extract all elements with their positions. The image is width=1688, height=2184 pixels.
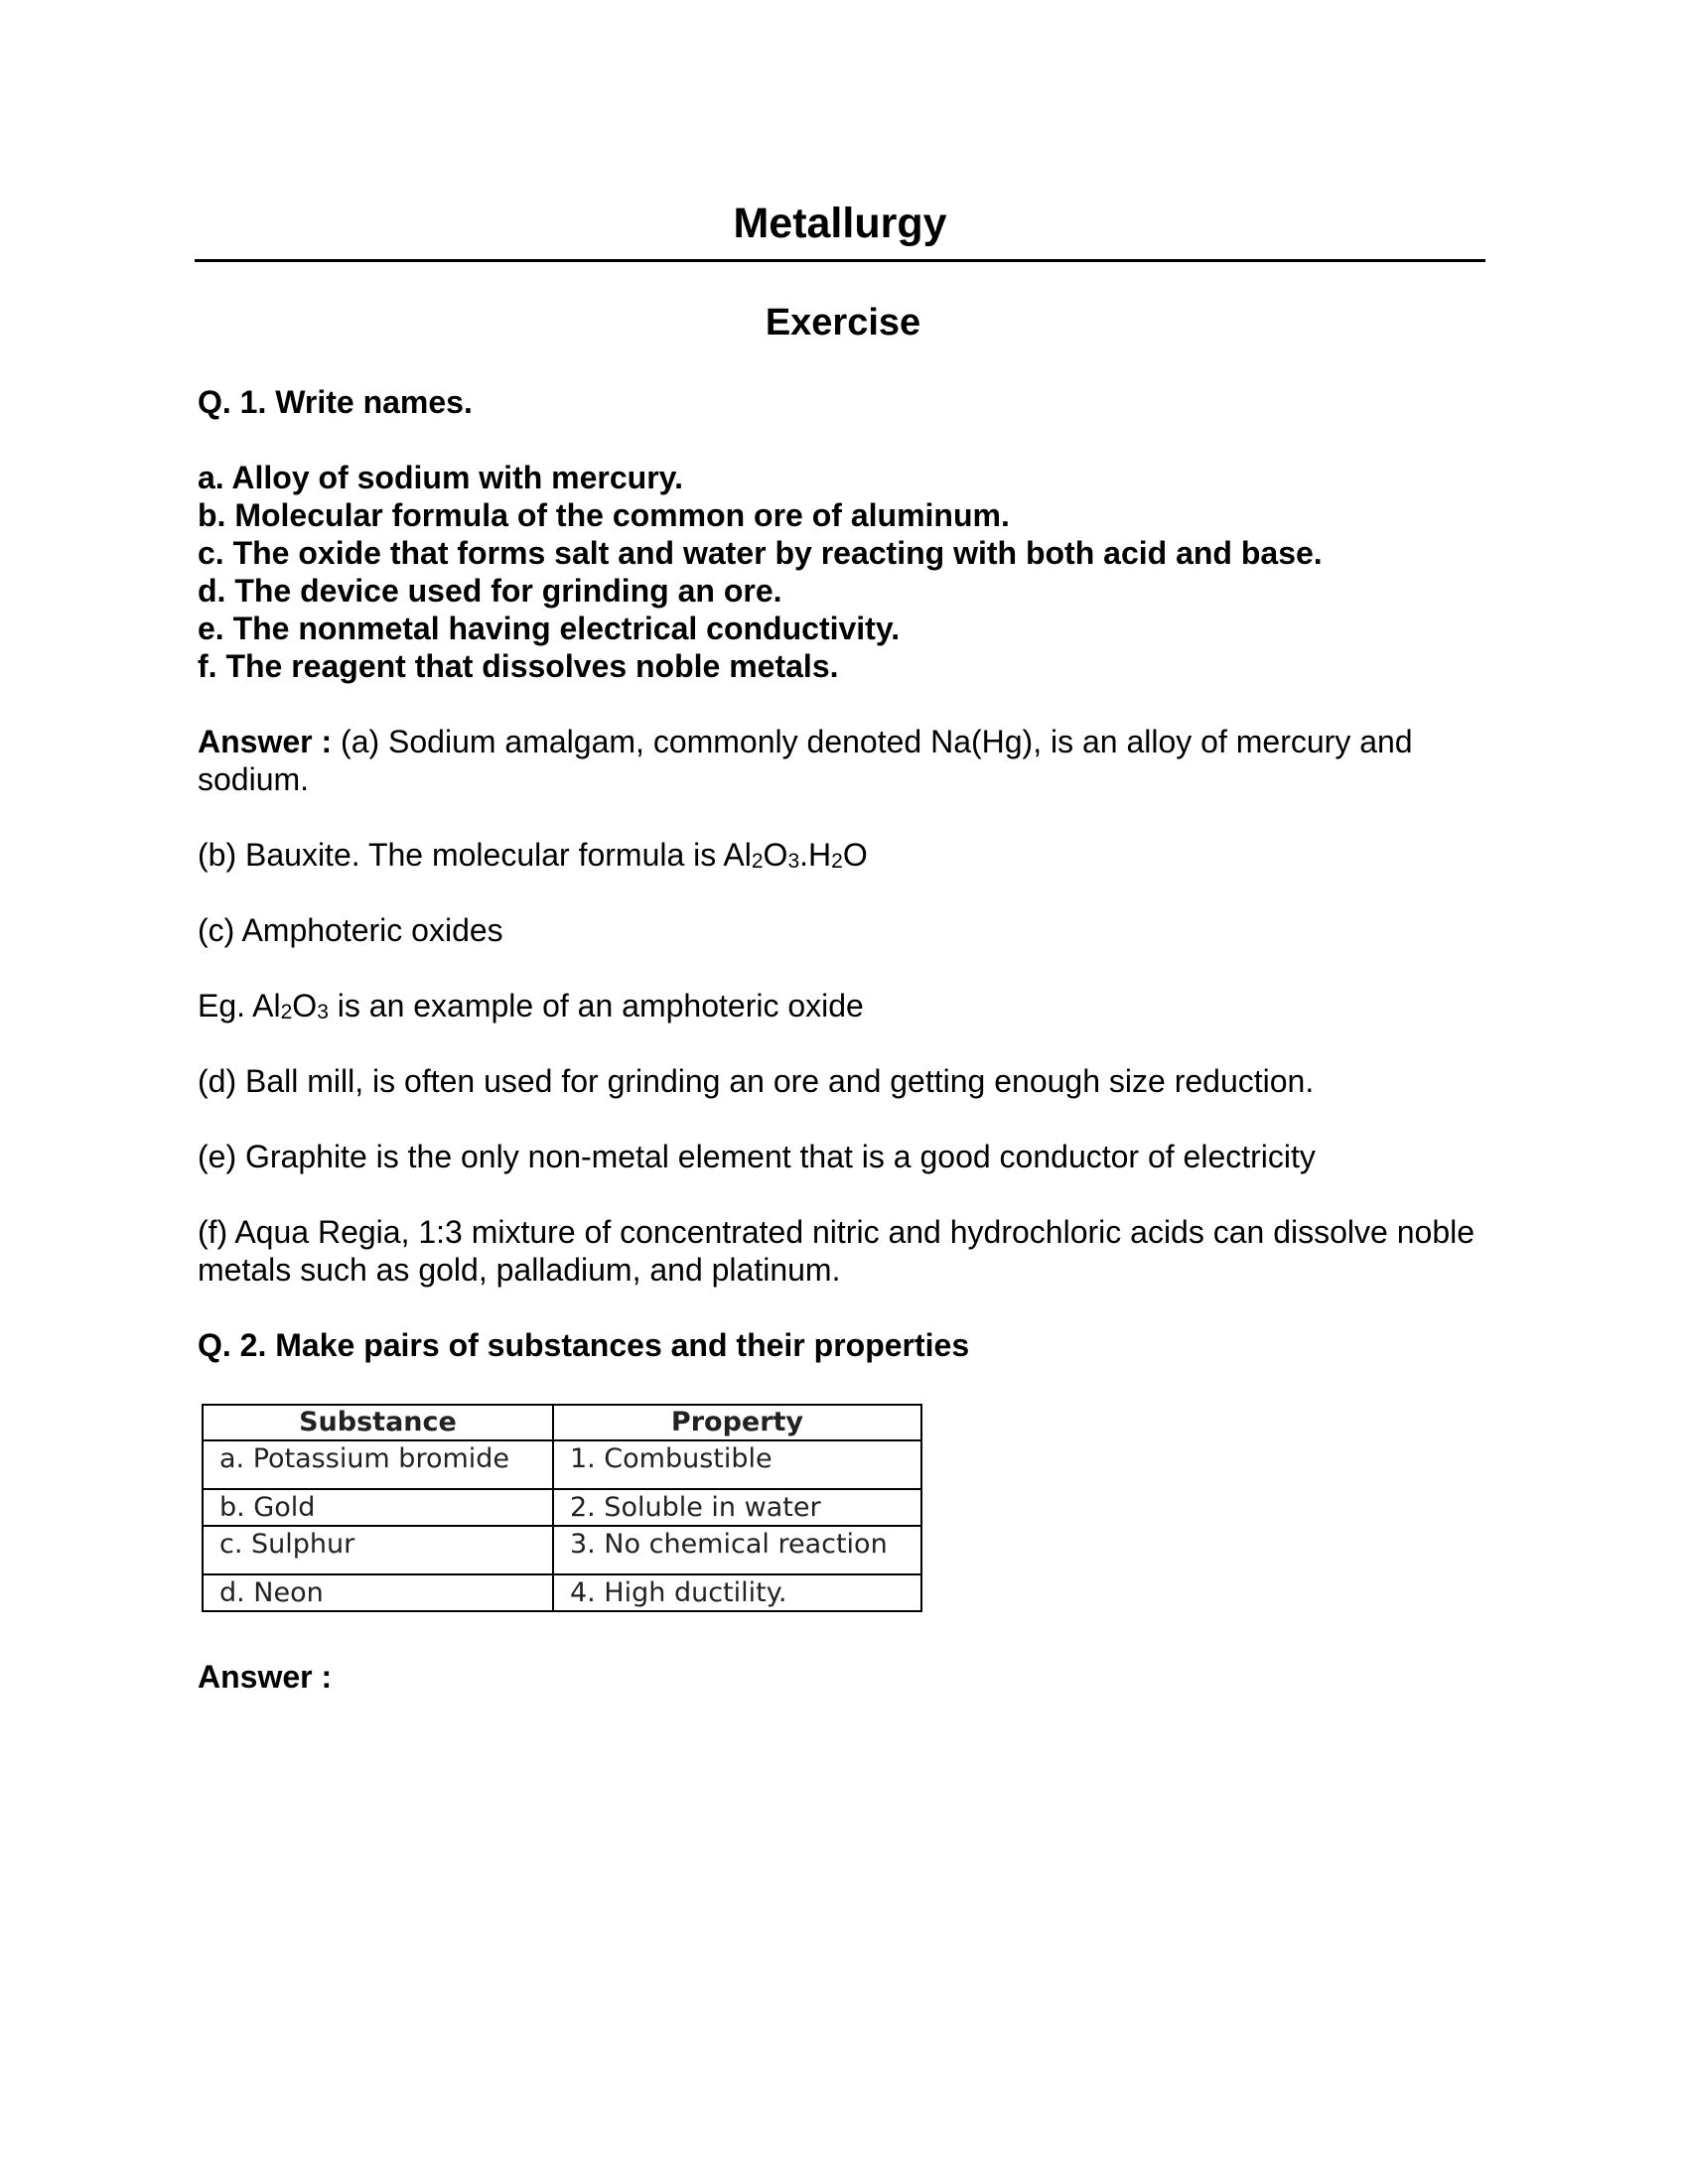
table-cell: b. Gold (203, 1489, 553, 1526)
subscript: 2 (831, 850, 843, 873)
question-item: a. Alloy of sodium with mercury. (198, 460, 683, 495)
pairs-table (202, 1404, 922, 1612)
table-row (203, 1489, 921, 1526)
answer-f: (f) Aqua Regia, 1:3 mixture of concentrated nitric and hydrochloric acids can dissolve noble metals such as gold, palladium, and platinum. (198, 1214, 1476, 1288)
question-item: d. The device used for grinding an ore. (198, 573, 782, 609)
subscript: 2 (751, 850, 764, 873)
table-row (203, 1574, 921, 1611)
answer-b (198, 836, 1488, 874)
section-title: Exercise (765, 302, 921, 343)
answer-a (198, 723, 1488, 798)
answer-e: (e) Graphite is the only non-metal element that is a good conductor of electricity (198, 1139, 1316, 1174)
answer-d: (d) Ball mill, is often used for grinding an ore and getting enough size reduction. (198, 1063, 1315, 1099)
answer-a-text: (a) Sodium amalgam, commonly denoted Na(Hg), is an alloy of mercury and sodium. (198, 724, 1413, 797)
subscript: 2 (280, 1001, 293, 1024)
table-header-row (203, 1405, 921, 1440)
question-item: b. Molecular formula of the common ore of aluminum. (198, 497, 1010, 533)
question-item: e. The nonmetal having electrical conductivity. (198, 611, 901, 646)
column-header-substance: Substance (203, 1405, 553, 1440)
table-cell: 4. High ductility. (553, 1574, 921, 1611)
table-cell: 1. Combustible (553, 1440, 921, 1489)
question-1-heading: Q. 1. Write names. (198, 384, 473, 420)
question-item: c. The oxide that forms salt and water by reacting with both acid and base. (198, 535, 1323, 571)
table-cell: 2. Soluble in water (553, 1489, 921, 1526)
subscript: 3 (787, 850, 800, 873)
answer-b-text: O (763, 837, 788, 873)
answer-b-text: O (842, 837, 868, 873)
table-cell: c. Sulphur (203, 1526, 553, 1574)
column-header-property: Property (553, 1405, 921, 1440)
question-1-list (198, 459, 1488, 685)
question-2-heading: Q. 2. Make pairs of substances and their properties (198, 1327, 970, 1363)
example-text: O (292, 988, 318, 1024)
answer-c: (c) Amphoteric oxides (198, 912, 503, 948)
answer-b-text: .H (799, 837, 832, 873)
example-line (198, 987, 1488, 1024)
question-item: f. The reagent that dissolves noble metals. (198, 648, 839, 684)
example-text: is an example of an amphoteric oxide (328, 988, 864, 1024)
document-page (198, 194, 1488, 1696)
answer-label: Answer : (198, 724, 333, 759)
example-text: Eg. Al (198, 988, 281, 1024)
page-title: Metallurgy (195, 194, 1485, 262)
table-row (203, 1526, 921, 1574)
table-cell: d. Neon (203, 1574, 553, 1611)
table-cell: 3. No chemical reaction (553, 1526, 921, 1574)
table-cell: a. Potassium bromide (203, 1440, 553, 1489)
subscript: 3 (317, 1001, 329, 1024)
table-row (203, 1440, 921, 1489)
answer-label: Answer : (198, 1659, 333, 1695)
answer-b-text: (b) Bauxite. The molecular formula is Al (198, 837, 752, 873)
